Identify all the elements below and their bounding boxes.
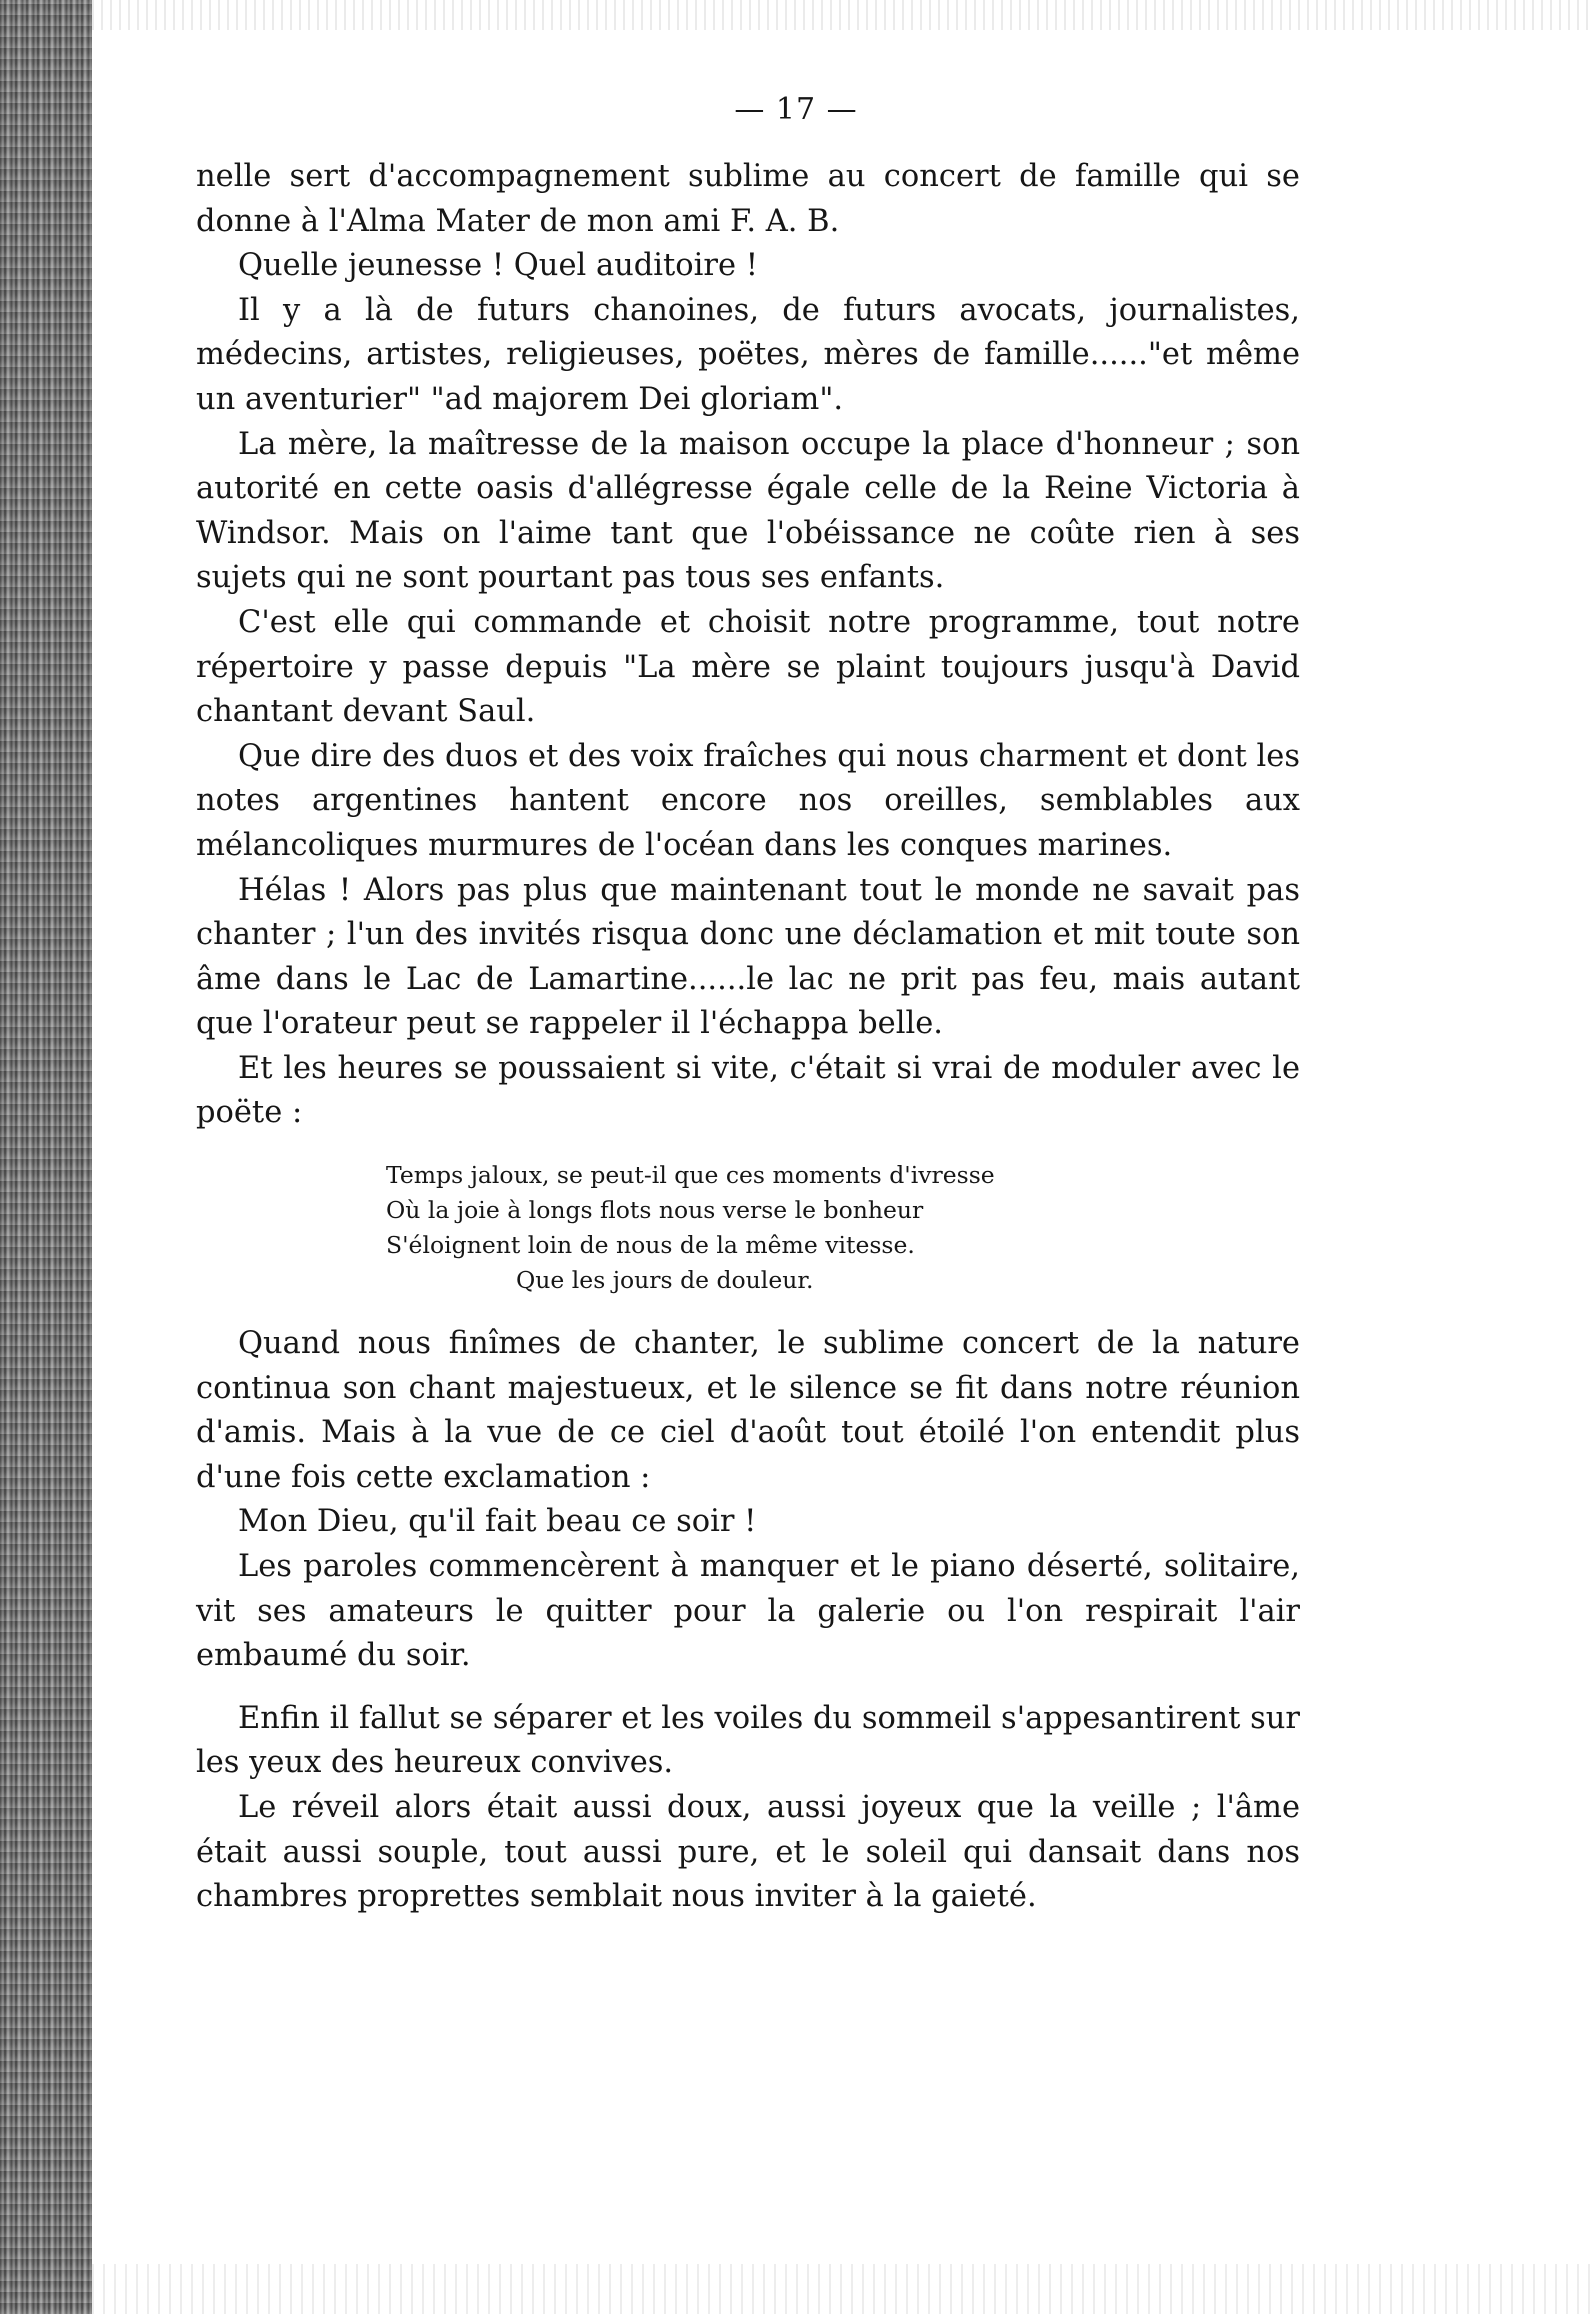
paragraph: Et les heures se poussaient si vite, c'était si vrai de moduler avec le poëte : [196, 1050, 1300, 1131]
scan-noise-bottom [92, 2264, 1592, 2314]
verse-line: Que les jours de douleur. [516, 1266, 814, 1295]
paragraph: Mon Dieu, qu'il fait beau ce soir ! [238, 1504, 757, 1540]
paragraph: C'est elle qui commande et choisit notre programme, tout notre répertoire y passe depuis "La mère se plaint toujours jusqu'à David chantant devant Saul. [196, 604, 1300, 730]
paragraph: La mère, la maîtresse de la maison occupe la place d'honneur ; son autorité en cette oasis d'allégresse égale celle de la Reine Victoria à Windsor. Mais on l'aime tant que l'obéissance ne coûte rien à ses sujets qui ne sont pourtant pas tous ses enfants. [196, 426, 1300, 596]
page-number: — 17 — [734, 92, 858, 127]
verse-line: Temps jaloux, se peut-il que ces moments d'ivresse [386, 1161, 995, 1190]
paragraph: Hélas ! Alors pas plus que maintenant tout le monde ne savait pas chanter ; l'un des invités risqua donc une déclamation et mit toute son âme dans le Lac de Lamartine......le lac ne prit pas feu, mais autant que l'orateur peut se rappeler il l'échappa belle. [196, 872, 1300, 1042]
verse-line: S'éloignent loin de nous de la même vitesse. [386, 1231, 915, 1260]
paragraph: Quand nous finîmes de chanter, le sublime concert de la nature continua son chant majestueux, et le silence se fit dans notre réunion d'amis. Mais à la vue de ce ciel d'août tout étoilé l'on entendit plus d'une fois cette exclamation : [196, 1326, 1300, 1495]
page-binding-edge [0, 0, 92, 2314]
paragraph: nelle sert d'accompagnement sublime au concert de famille qui se donne à l'Alma Mater de mon ami F. A. B. [196, 159, 1300, 239]
verse-line: Où la joie à longs flots nous verse le bonheur [386, 1196, 924, 1225]
scan-noise-top [92, 0, 1592, 30]
main-text [196, 155, 1300, 1920]
paragraph: Les paroles commencèrent à manquer et le piano déserté, solitaire, vit ses amateurs le quitter pour la galerie ou l'on respirait l'air embaumé du soir. [196, 1549, 1300, 1674]
paragraph: Que dire des duos et des voix fraîches qui nous charment et dont les notes argentines hantent encore nos oreilles, semblables aux mélancoliques murmures de l'océan dans les conques marines. [196, 738, 1300, 863]
paragraph: Quelle jeunesse ! Quel auditoire ! [238, 248, 759, 284]
paragraph: Le réveil alors était aussi doux, aussi joyeux que la veille ; l'âme était aussi souple, tout aussi pure, et le soleil qui dansait dans nos chambres proprettes semblait nous inviter à la gaieté. [196, 1790, 1300, 1915]
verse-quote [386, 1158, 1300, 1298]
paragraph: Enfin il fallut se séparer et les voiles du sommeil s'appesantirent sur les yeux des heureux convives. [196, 1700, 1300, 1781]
paragraph: Il y a là de futurs chanoines, de futurs avocats, journalistes, médecins, artistes, religieuses, poëtes, mères de famille......"et même un aventurier" "ad majorem Dei gloriam". [196, 292, 1300, 417]
